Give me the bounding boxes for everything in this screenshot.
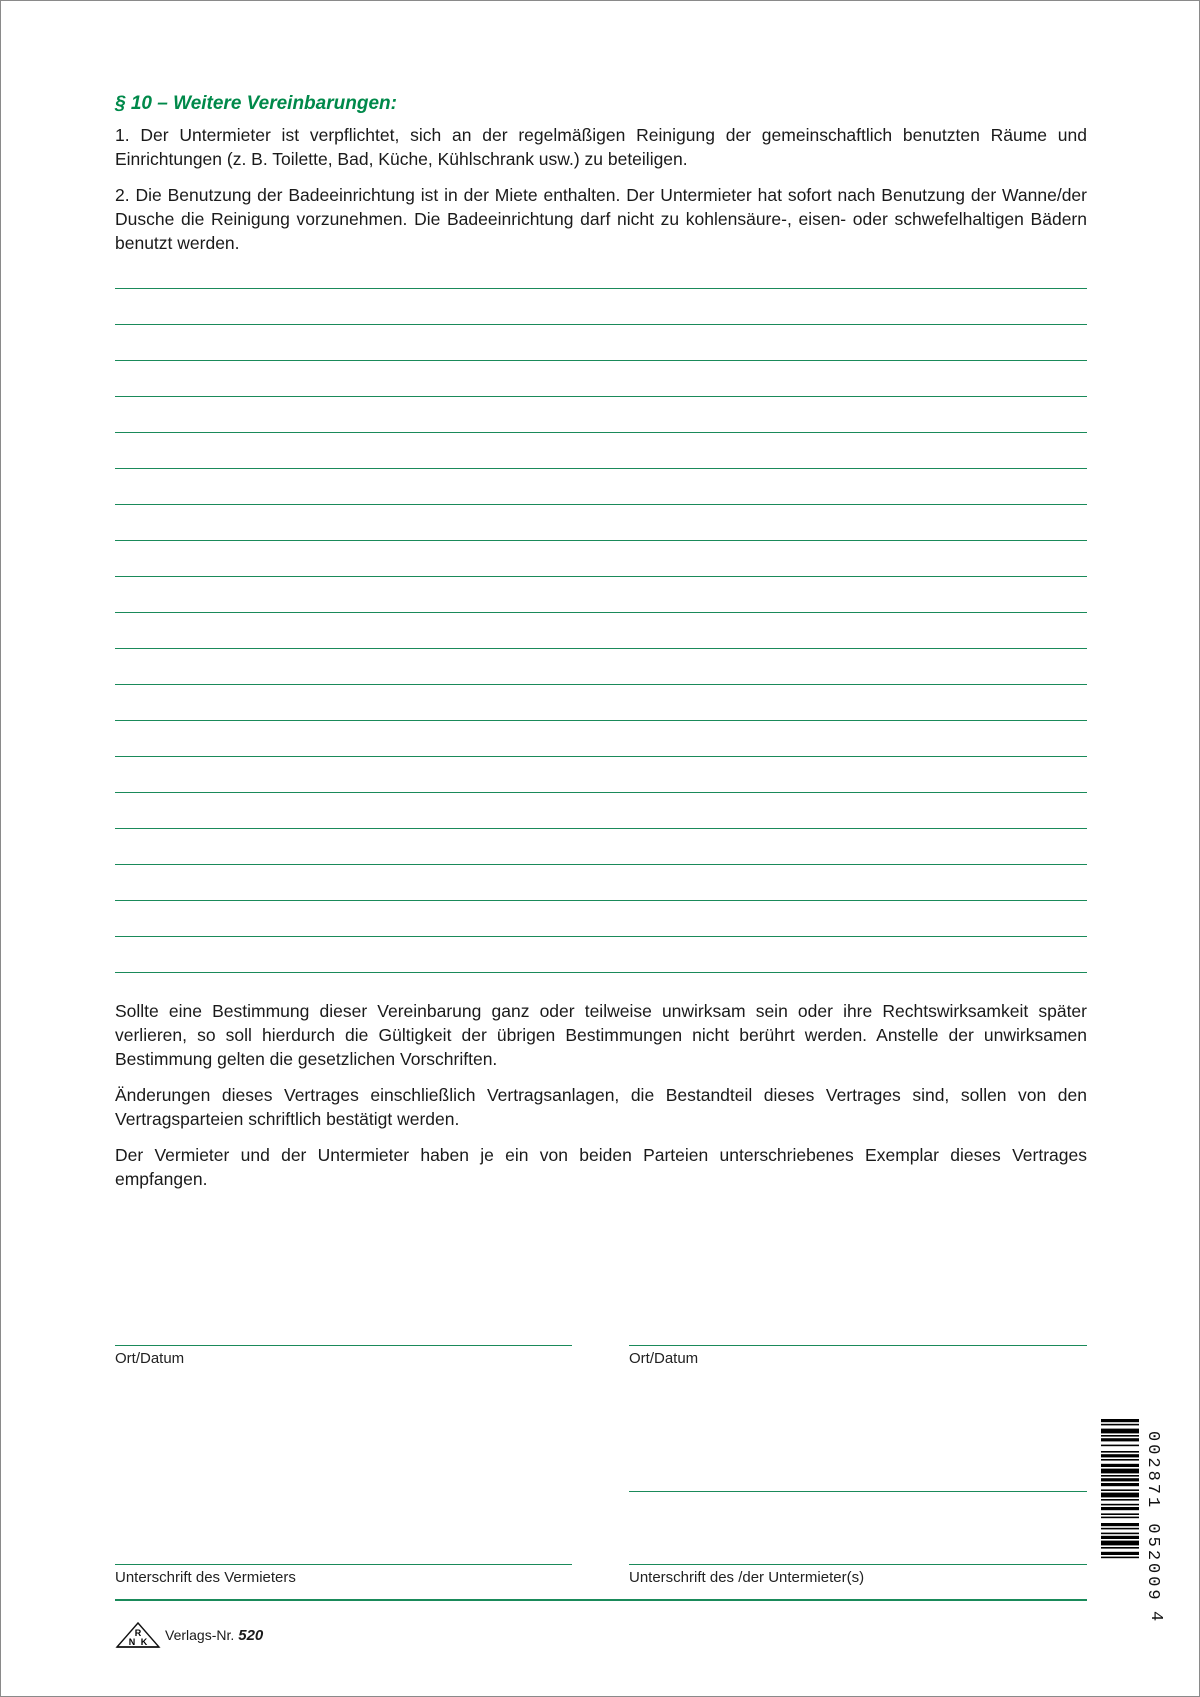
barcode-bar: [1101, 1547, 1139, 1549]
tenant-signature-label: Unterschrift des /der Untermieter(s): [629, 1569, 865, 1586]
barcode-bar: [1101, 1438, 1139, 1441]
writing-line[interactable]: [115, 864, 1087, 865]
writing-line[interactable]: [115, 972, 1087, 973]
barcode-bar: [1101, 1552, 1139, 1555]
writing-line[interactable]: [115, 612, 1087, 613]
publisher-footer: [115, 1621, 263, 1649]
rnk-logo-icon: [115, 1621, 161, 1649]
writing-line[interactable]: [115, 540, 1087, 541]
writing-line[interactable]: [115, 756, 1087, 757]
clause-item-2: 2. Die Benutzung der Badeeinrichtung ist in der Miete enthalten. Der Untermieter hat sofort nach Benutzung der Wanne/der Dusche die Reinigung vorzunehmen. Die Badeeinrichtung darf nicht zu kohlensäure-, eisen- oder schwefelhaltigen Bädern benutzt werden.: [115, 185, 1087, 253]
barcode-bar: [1101, 1424, 1139, 1426]
writing-line[interactable]: [115, 828, 1087, 829]
publisher-number-label: Verlags-Nr.: [165, 1627, 235, 1643]
logo-letter-k: K: [140, 1637, 148, 1647]
barcode-bar: [1101, 1528, 1139, 1530]
barcode-bar: [1101, 1435, 1139, 1437]
bottom-divider: [115, 1599, 1087, 1601]
barcode-bar: [1101, 1507, 1139, 1510]
barcode-bar: [1101, 1464, 1139, 1467]
place-date-line-tenant[interactable]: [629, 1345, 1087, 1346]
clause-item-1: 1. Der Untermieter ist verpflichtet, sich an der regelmäßigen Reinigung der gemeinschaftlich benutzten Räume und Einrichtungen (z. B. Toilette, Bad, Küche, Kühlschrank usw.) zu beteiligen.: [115, 125, 1087, 169]
landlord-signature-line[interactable]: [115, 1564, 572, 1565]
barcode-bar: [1101, 1536, 1139, 1539]
writing-line[interactable]: [115, 720, 1087, 721]
barcode-bar: [1101, 1523, 1139, 1526]
barcode-bar: [1101, 1478, 1139, 1481]
barcode-bar: [1101, 1469, 1139, 1474]
barcode-bar: [1101, 1475, 1139, 1477]
writing-lines[interactable]: [115, 288, 1087, 1008]
writing-line[interactable]: [115, 288, 1087, 289]
barcode-bar: [1101, 1451, 1139, 1453]
barcode-bar: [1101, 1504, 1139, 1506]
writing-line[interactable]: [115, 900, 1087, 901]
barcode-bar: [1101, 1419, 1139, 1422]
tenant-signature-line[interactable]: [629, 1564, 1087, 1565]
writing-line[interactable]: [115, 432, 1087, 433]
logo-letter-n: N: [128, 1637, 136, 1647]
logo-letter-r: R: [134, 1628, 142, 1638]
barcode-bar: [1101, 1445, 1139, 1447]
writing-line[interactable]: [115, 396, 1087, 397]
writing-line[interactable]: [115, 468, 1087, 469]
barcode-bar: [1101, 1499, 1139, 1501]
writing-line[interactable]: [115, 936, 1087, 937]
severability-clause: Sollte eine Bestimmung dieser Vereinbarung ganz oder teilweise unwirksam sein oder ihre Rechtswirksamkeit später verlieren, so soll hierdurch die Gültigkeit der übrigen Bestimmungen nicht berührt werden. Anstelle der unwirksamen Bestimmung gelten die gesetzlichen Vorschriften.: [115, 1001, 1087, 1069]
barcode-bar: [1101, 1483, 1139, 1486]
barcode-bar: [1101, 1429, 1139, 1434]
barcode-bar: [1101, 1557, 1139, 1559]
tenant-extra-signature-line[interactable]: [629, 1491, 1087, 1492]
barcode-bar: [1101, 1489, 1139, 1491]
barcode-bar: [1101, 1533, 1139, 1535]
barcode-bar: [1101, 1541, 1139, 1546]
barcode-bar: [1101, 1454, 1139, 1457]
writing-line[interactable]: [115, 324, 1087, 325]
writing-line[interactable]: [115, 648, 1087, 649]
barcode-icon: [1101, 1419, 1149, 1619]
barcode-bar: [1101, 1513, 1139, 1515]
writing-line[interactable]: [115, 576, 1087, 577]
writing-line[interactable]: [115, 360, 1087, 361]
place-date-line-landlord[interactable]: [115, 1345, 572, 1346]
barcode-bar: [1101, 1517, 1139, 1519]
place-date-label-left: Ort/Datum: [115, 1350, 185, 1367]
section-heading: § 10 – Weitere Vereinbarungen:: [115, 93, 397, 114]
writing-line[interactable]: [115, 684, 1087, 685]
place-date-label-right: Ort/Datum: [629, 1350, 699, 1367]
barcode-bar: [1101, 1459, 1139, 1461]
barcode-bar: [1101, 1493, 1139, 1498]
writing-line[interactable]: [115, 504, 1087, 505]
writing-line[interactable]: [115, 792, 1087, 793]
amendments-clause: Änderungen dieses Vertrages einschließlich Vertragsanlagen, die Bestandteil dieses Vertrages sind, sollen von den Vertragsparteien schriftlich bestätigt werden.: [115, 1085, 1087, 1129]
landlord-signature-label: Unterschrift des Vermieters: [115, 1569, 296, 1586]
publisher-number: 520: [238, 1626, 264, 1644]
copies-clause: Der Vermieter und der Untermieter haben je ein von beiden Parteien unterschriebenes Exemplar dieses Vertrages empfangen.: [115, 1145, 1087, 1189]
barcode-first-digit: 4: [1146, 1611, 1165, 1622]
barcode-digits: 002871 052009: [1143, 1431, 1162, 1603]
